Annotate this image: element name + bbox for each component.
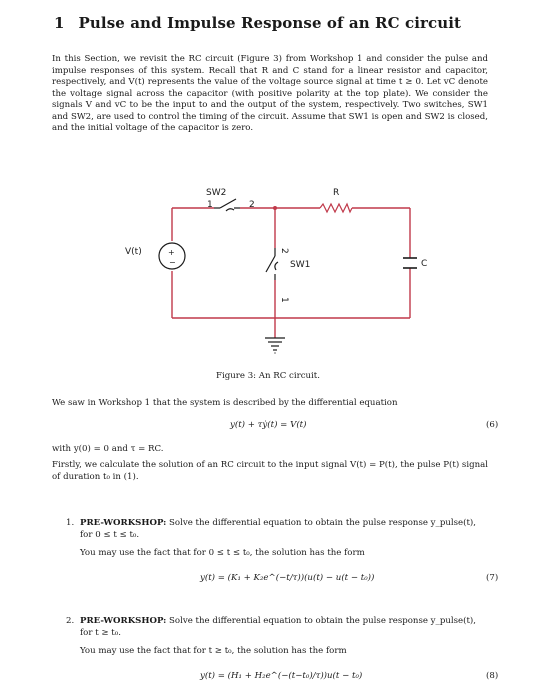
figure-caption: Figure 3: An RC circuit. [216,371,320,381]
junction-node [273,206,277,210]
source-minus: − [169,258,176,267]
sw2-pin1: 1 [207,200,213,210]
item-2-line2: for t ≥ t₀. [80,627,121,638]
item-2-line1: Solve the differential equation to obtain the pulse response y_pulse(t), [169,616,477,626]
sw2-pin2: 2 [249,200,255,210]
item-2-heading: PRE-WORKSHOP: [80,616,167,626]
equation-7: y(t) = (K₁ + K₂e^(−t/τ))(u(t) − u(t − t₀)) [200,573,375,583]
equation-7-number: (7) [486,573,499,583]
item-1-number: 1. [66,518,75,528]
with-text: with y(0) = 0 and τ = RC. [52,444,164,454]
circuit-wires [172,208,410,338]
equation-8-number: (8) [486,671,499,681]
item-1-hint: You may use the fact that for 0 ≤ t ≤ t₀, the solution has the form [80,548,365,558]
item-1-line2: for 0 ≤ t ≤ t₀. [80,529,140,540]
resistor-label: R [333,188,340,198]
sw1-label: SW1 [290,260,311,270]
source-label: V(t) [125,247,142,257]
capacitor-symbol [403,258,417,268]
resistor-symbol [320,204,352,212]
equation-8: y(t) = (H₁ + H₂e^(−(t−t₀)/τ))u(t − t₀) [200,671,363,681]
ground-symbol [265,338,285,353]
item-2-hint: You may use the fact that for t ≥ t₀, the solution has the form [80,646,347,656]
capacitor-label: C [421,259,428,269]
item-2-number: 2. [66,616,75,626]
intro-paragraph: In this Section, we revisit the RC circuit (Figure 3) from Workshop 1 and consider the pulse and impulse responses of this system. Recall that R and C stand for a linear resistor and capacitor, respectively, and V(t) represents the value of the voltage source signal at time t ≥ 0. Let vC denote the voltage signal across the capacitor (with positive polarity at the top plate). We consider the signals V and vC to be the input to and the output of the system, respectively. Two switches, SW1 and SW2, are used to control the timing of the circuit. Assume that SW1 is open and SW2 is closed, and the initial voltage of the capacitor is zero. [52,54,488,133]
item-2-body [80,616,490,639]
sw1-switch [266,248,278,280]
workshop-text: We saw in Workshop 1 that the system is described by the differential equation [52,398,398,408]
sw2-label: SW2 [206,188,227,198]
firstly-text: Firstly, we calculate the solution of an RC circuit to the input signal V(t) = P(t), the pulse P(t) signal of duration t₀ in (1). [52,460,488,482]
equation-6-number: (6) [486,420,499,430]
sw1-pin2: 2 [279,248,289,254]
section-number: 1 [54,14,65,32]
item-1-body [80,518,490,541]
item-1-heading: PRE-WORKSHOP: [80,518,167,528]
sw2-switch [214,199,240,211]
item-1-line1: Solve the differential equation to obtain the pulse response y_pulse(t), [169,518,477,528]
section-title: Pulse and Impulse Response of an RC circuit [78,14,462,32]
sw1-pin1: 1 [279,297,289,303]
equation-6: y(t) + τẏ(t) = V(t) [230,420,307,430]
source-plus: + [168,248,175,257]
